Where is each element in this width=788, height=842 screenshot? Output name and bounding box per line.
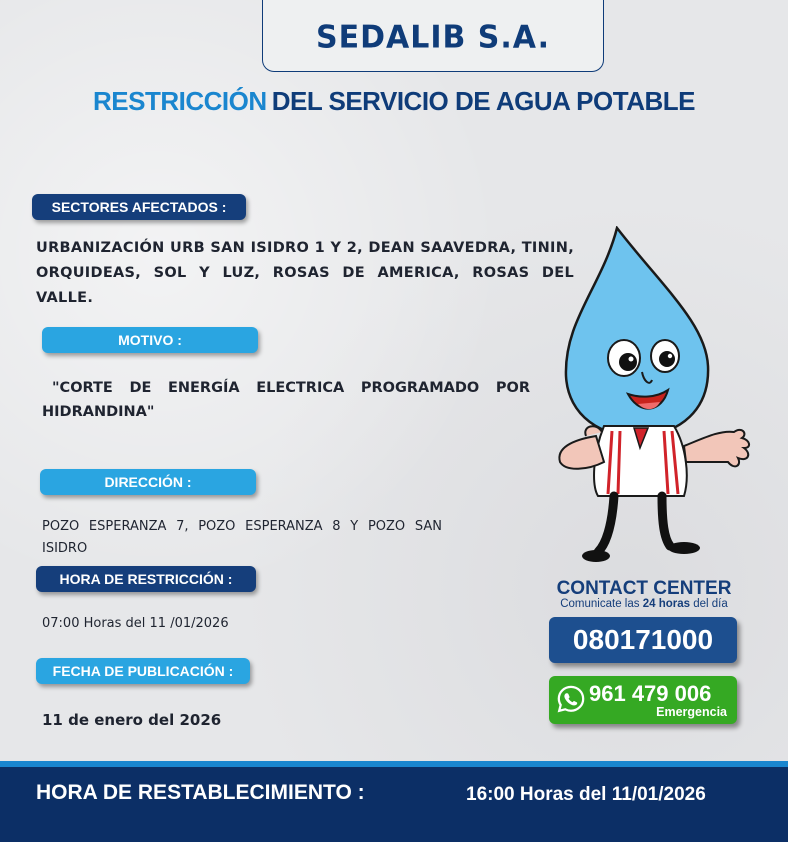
- whatsapp-button[interactable]: [549, 676, 737, 724]
- restablecimiento-value: 16:00 Horas del 11/01/2026: [466, 784, 706, 805]
- water-drop-mascot-icon: [552, 226, 762, 566]
- sectores-text: URBANIZACIÓN URB SAN ISIDRO 1 Y 2, DEAN SAAVEDRA, TININ, ORQUIDEAS, SOL Y LUZ, ROSAS DE AMERICA, ROSAS DEL VALLE.: [36, 240, 574, 306]
- contact-sub-pre: Comunicate las: [560, 598, 640, 610]
- restablecimiento-label: HORA DE RESTABLECIMIENTO :: [36, 781, 365, 804]
- brand-header: [262, 0, 604, 72]
- motivo-text: "CORTE DE ENERGÍA ELECTRICA PROGRAMADO POR HIDRANDINA": [42, 380, 530, 420]
- contact-center-title: CONTACT CENTER: [556, 578, 732, 599]
- phone-number-button[interactable]: 080171000: [549, 617, 737, 663]
- whatsapp-label: Emergencia: [656, 705, 727, 719]
- brand-logo-text: SEDALIB S.A.: [316, 19, 550, 56]
- title-accent: RESTRICCIÓN: [93, 86, 267, 116]
- sectores-label: SECTORES AFECTADOS :: [32, 194, 246, 220]
- page-title: [0, 86, 788, 117]
- fecha-publicacion-label: FECHA DE PUBLICACIÓN :: [36, 658, 250, 684]
- direccion-label: DIRECCIÓN :: [40, 469, 256, 495]
- contact-sub-post: del día: [693, 598, 728, 610]
- motivo-label: MOTIVO :: [42, 327, 258, 353]
- fecha-publicacion-text: 11 de enero del 2026: [42, 711, 222, 729]
- title-rest: DEL SERVICIO DE AGUA POTABLE: [271, 86, 695, 116]
- whatsapp-number: 961 479 006: [589, 681, 712, 706]
- whatsapp-icon: [556, 684, 586, 714]
- direccion-text: POZO ESPERANZA 7, POZO ESPERANZA 8 Y POZO SAN ISIDRO: [42, 519, 442, 556]
- hora-restriccion-text: 07:00 Horas del 11 /01/2026: [42, 616, 229, 631]
- contact-sub-bold: 24 horas: [642, 598, 691, 610]
- contact-center-subtitle: [546, 598, 742, 610]
- hora-restriccion-label: HORA DE RESTRICCIÓN :: [36, 566, 256, 592]
